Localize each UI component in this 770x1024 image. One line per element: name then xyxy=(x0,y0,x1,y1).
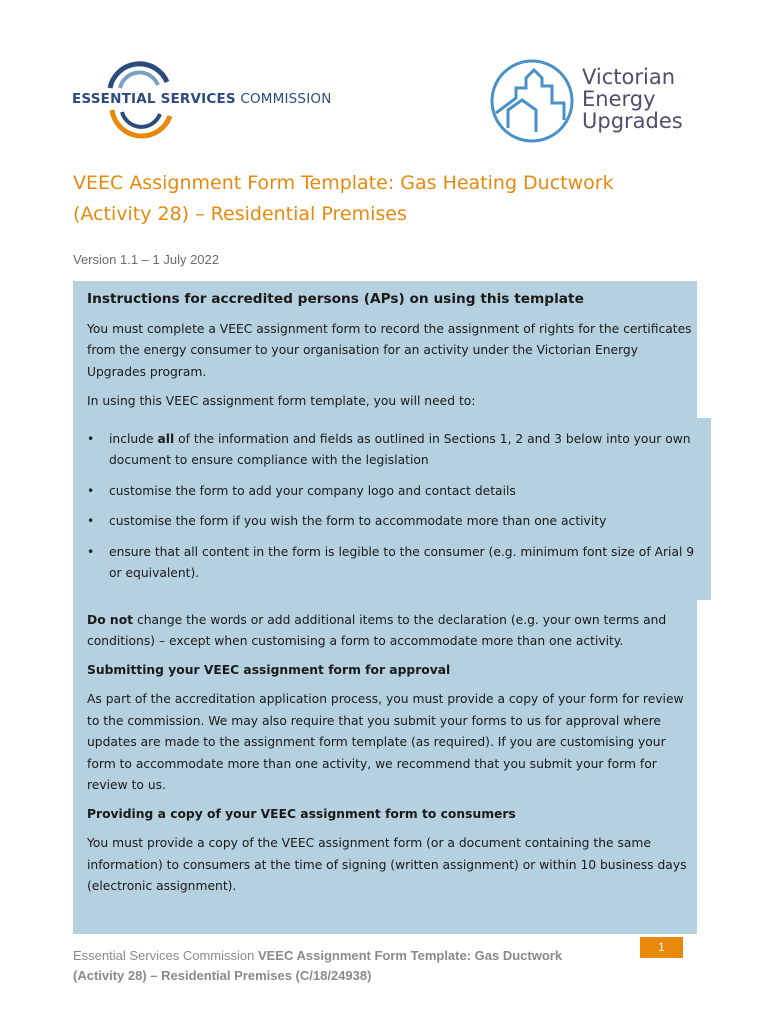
list-item: • include all of the information and fields as outlined in Sections 1, 2 and 3 below into your own document to ensure compliance with the legislation xyxy=(87,429,697,472)
copy-body: You must provide a copy of the VEEC assignment form (or a document containing the same information) to consumers at the time of signing (written assignment) or within 10 business days (electronic assignment). xyxy=(87,836,687,893)
page-footer xyxy=(73,946,613,986)
esc-logo-bold: ESSENTIAL SERVICES xyxy=(72,91,236,107)
footer-org: Essential Services Commission xyxy=(73,948,258,963)
document-title: VEEC Assignment Form Template: Gas Heating Ductwork (Activity 28) – Residential Premises xyxy=(73,172,614,225)
list-item: • customise the form to add your company logo and contact details xyxy=(87,481,697,503)
instructions-content xyxy=(87,289,697,898)
esc-logo xyxy=(72,58,362,140)
veu-logo-line-3: Upgrades xyxy=(582,109,683,133)
list-item: • ensure that all content in the form is legible to the consumer (e.g. minimum font size of Arial 9 or equivalent). xyxy=(87,542,697,585)
instructions-intro: You must complete a VEEC assignment form to record the assignment of rights for the certificates from the energy consumer to your organisation for an activity under the Victorian Energy Upgrades program. xyxy=(87,321,692,379)
copy-heading: Providing a copy of your VEEC assignment form to consumers xyxy=(87,806,516,821)
esc-logo-light: COMMISSION xyxy=(240,91,332,107)
veu-logo xyxy=(486,58,696,148)
page-number: 1 xyxy=(640,937,683,958)
veu-logo-line-1: Victorian xyxy=(582,65,676,89)
do-not-paragraph: Do not change the words or add additional items to the declaration (e.g. your own terms and conditions) – except when customising a form to accommodate more than one activity. xyxy=(87,612,667,648)
instructions-heading: Instructions for accredited persons (APs) on using this template xyxy=(87,291,584,307)
veu-house-icon xyxy=(486,58,578,148)
instructions-lead: In using this VEEC assignment form template, you will need to: xyxy=(87,394,476,408)
instructions-list xyxy=(87,429,697,585)
submit-heading: Submitting your VEEC assignment form for approval xyxy=(87,662,451,677)
footer-doc-title: VEEC Assignment Form Template: Gas Ductwork (Activity 28) – Residential Premises (C/18/24938) xyxy=(73,948,563,983)
version-line: Version 1.1 – 1 July 2022 xyxy=(73,252,219,267)
submit-body: As part of the accreditation application process, you must provide a copy of your form for review to the commission. We may also require that you submit your forms to us for approval where updates are made to the assignment form template (as required). If you are customising your form to accommodate more than one activity, we recommend that you submit your form for review to us. xyxy=(87,692,684,792)
veu-logo-line-2: Energy xyxy=(582,87,656,111)
list-item: • customise the form if you wish the form to accommodate more than one activity xyxy=(87,511,697,533)
